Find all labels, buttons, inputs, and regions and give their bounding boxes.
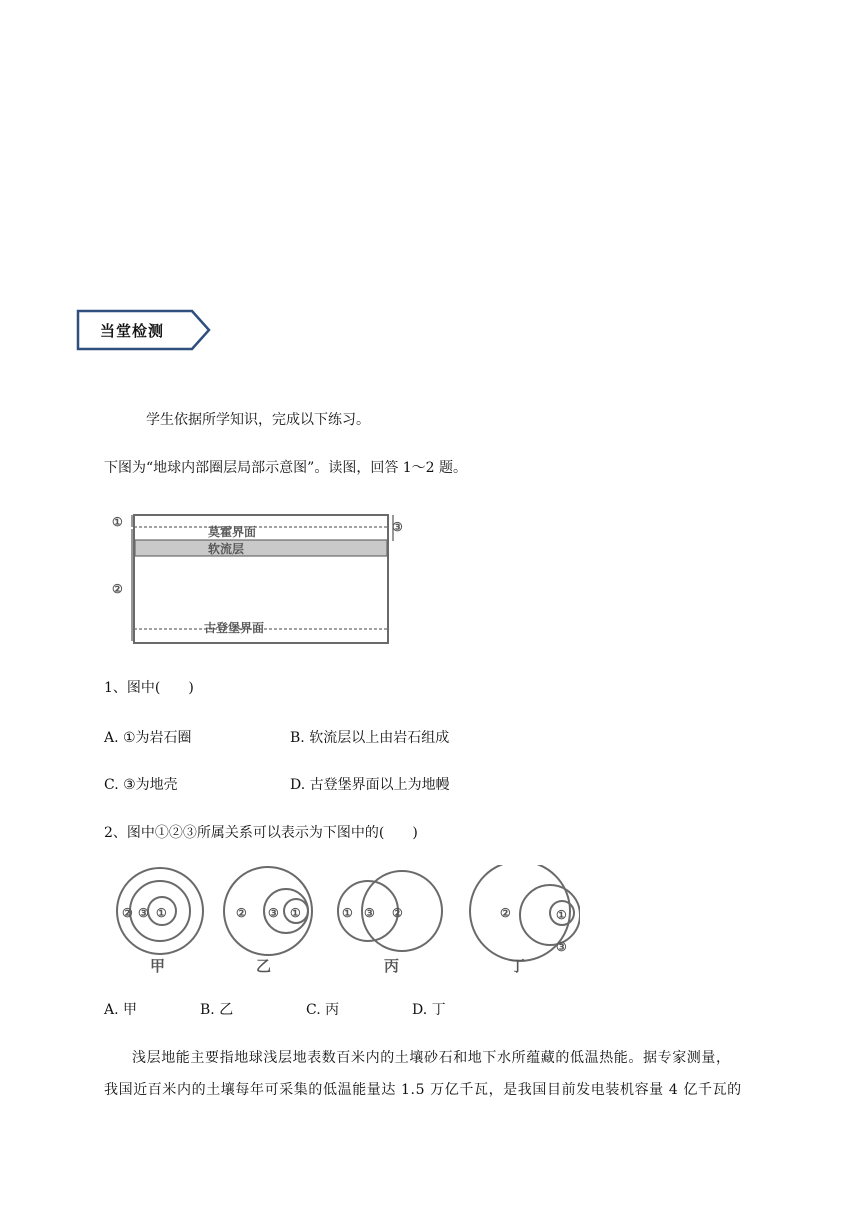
bing-marker-2: ② [392, 906, 403, 920]
bing-marker-3: ③ [364, 906, 375, 920]
q2-stem: 2、图中①②③所属关系可以表示为下图中的( ) [104, 825, 418, 841]
ding-marker-3: ③ [556, 940, 567, 954]
caption-bing: 丙 [384, 957, 400, 975]
passage-line-2: 我国近百米内的土壤每年可采集的低温能量达 1.5 万亿千瓦，是我国目前发电装机容量 4 亿千瓦的 [104, 1082, 742, 1098]
yi-marker-2: ② [236, 906, 247, 920]
yi-marker-1: ① [290, 906, 301, 920]
q1-option-d[interactable]: D. 古登堡界面以上为地幔 [290, 777, 450, 793]
ding-marker-2: ② [500, 906, 511, 920]
caption-ding: 丁 [510, 957, 526, 975]
section-tag [76, 309, 212, 351]
caption-yi: 乙 [256, 957, 272, 975]
jia-marker-1: ① [156, 906, 167, 920]
q2-option-a[interactable]: A. 甲 [104, 1002, 138, 1018]
marker-2: ② [112, 582, 123, 596]
jia-marker-2: ② [122, 906, 133, 920]
marker-1: ① [112, 515, 123, 529]
q1-stem: 1、图中( ) [104, 680, 194, 696]
question-prompt: 下图为“地球内部圈层局部示意图”。读图，回答 1～2 题。 [104, 460, 468, 476]
earth-layers-figure [104, 505, 404, 647]
q2-option-b[interactable]: B. 乙 [200, 1002, 234, 1018]
caption-jia: 甲 [150, 957, 166, 975]
relationship-figure [110, 865, 580, 977]
marker-3: ③ [392, 520, 403, 534]
section-title: 当堂检测 [100, 322, 165, 340]
ding-marker-1: ① [556, 908, 567, 922]
asthenosphere-band [135, 540, 387, 556]
yi-marker-3: ③ [268, 906, 279, 920]
moho-label: 莫霍界面 [208, 525, 257, 539]
q1-option-a[interactable]: A. ①为岩石圈 [104, 730, 192, 746]
q2-option-d[interactable]: D. 丁 [412, 1002, 446, 1018]
gutenberg-label: 古登堡界面 [204, 621, 265, 635]
asthenosphere-label: 软流层 [208, 542, 245, 556]
q1-option-c[interactable]: C. ③为地壳 [104, 777, 178, 793]
q2-option-c[interactable]: C. 丙 [306, 1002, 340, 1018]
bing-marker-1: ① [342, 906, 353, 920]
jia-marker-3: ③ [138, 906, 149, 920]
passage-line-1: 浅层地能主要指地球浅层地表数百米内的土壤砂石和地下水所蕴藏的低温热能。据专家测量， [132, 1050, 731, 1066]
q1-option-b[interactable]: B. 软流层以上由岩石组成 [290, 730, 450, 746]
intro-text: 学生依据所学知识，完成以下练习。 [146, 412, 370, 428]
